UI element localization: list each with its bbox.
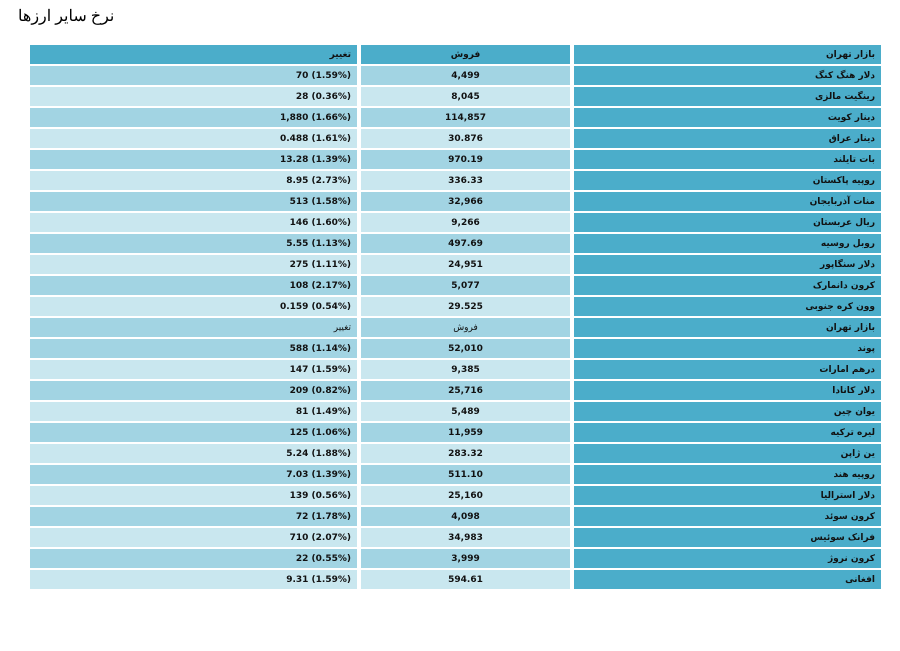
sell-price-value: 511.10 <box>448 469 483 480</box>
currency-name: بات تایلند <box>574 150 881 169</box>
table-row <box>30 444 881 463</box>
table-row <box>30 276 881 295</box>
currency-name: وون کره جنوبی <box>574 297 881 316</box>
table-row <box>30 297 881 316</box>
price-change-value: 108 (2.17%) <box>289 280 351 291</box>
sell-price <box>357 255 574 274</box>
currency-name: دلار هنگ کنگ <box>574 66 881 85</box>
subheader-market: بازار تهران <box>574 318 881 337</box>
price-change <box>30 87 357 106</box>
price-change <box>30 108 357 127</box>
table-row <box>30 108 881 127</box>
sell-price-value: 11,959 <box>448 427 483 438</box>
table-row <box>30 213 881 232</box>
sell-price <box>357 234 574 253</box>
sell-price-value: 9,266 <box>451 217 480 228</box>
price-change <box>30 276 357 295</box>
currency-name: فرانک سوئیس <box>574 528 881 547</box>
price-change-value: 588 (1.14%) <box>289 343 351 354</box>
sell-price <box>357 381 574 400</box>
price-change-value: 146 (1.60%) <box>289 217 351 228</box>
currency-name: دلار سنگاپور <box>574 255 881 274</box>
sell-price-value: 25,160 <box>448 490 483 501</box>
sell-price-value: 52,010 <box>448 343 483 354</box>
header-change: تغییر <box>30 45 357 64</box>
price-change <box>30 192 357 211</box>
sell-price <box>357 423 574 442</box>
header-market: بازار تهران <box>574 45 881 64</box>
table-row <box>30 87 881 106</box>
sell-price <box>357 465 574 484</box>
table-row <box>30 465 881 484</box>
sell-price <box>357 192 574 211</box>
price-change <box>30 423 357 442</box>
rates-table <box>30 43 881 591</box>
currency-name: منات آذربایجان <box>574 192 881 211</box>
table-row <box>30 381 881 400</box>
sell-price-value: 283.32 <box>448 448 483 459</box>
sell-price-value: 114,857 <box>445 112 486 123</box>
price-change <box>30 129 357 148</box>
sell-price <box>357 297 574 316</box>
sell-price <box>357 444 574 463</box>
sell-price-value: 4,098 <box>451 511 480 522</box>
price-change <box>30 360 357 379</box>
sell-price-value: 8,045 <box>451 91 480 102</box>
currency-name: ریال عربستان <box>574 213 881 232</box>
table-subheader-row <box>30 318 881 337</box>
sell-price <box>357 171 574 190</box>
price-change <box>30 486 357 505</box>
price-change-value: 22 (0.55%) <box>295 553 351 564</box>
price-change-value: 70 (1.59%) <box>295 70 351 81</box>
price-change <box>30 570 357 589</box>
sell-price <box>357 87 574 106</box>
price-change <box>30 297 357 316</box>
table-row <box>30 549 881 568</box>
sell-price <box>357 486 574 505</box>
table-row <box>30 486 881 505</box>
currency-name: ین ژاپن <box>574 444 881 463</box>
price-change <box>30 402 357 421</box>
currency-name: افغانی <box>574 570 881 589</box>
currency-name: رینگیت مالزی <box>574 87 881 106</box>
price-change-value: 139 (0.56%) <box>289 490 351 501</box>
currency-name: کرون سوئد <box>574 507 881 526</box>
sell-price-value: 5,489 <box>451 406 480 417</box>
table-row <box>30 360 881 379</box>
sell-price-value: 5,077 <box>451 280 480 291</box>
sell-price <box>357 528 574 547</box>
price-change <box>30 171 357 190</box>
table-header-row <box>30 45 881 64</box>
price-change <box>30 255 357 274</box>
sell-price <box>357 339 574 358</box>
currency-name: دلار کانادا <box>574 381 881 400</box>
sell-price-value: 25,716 <box>448 385 483 396</box>
sell-price <box>357 213 574 232</box>
currency-name: دینار عراق <box>574 129 881 148</box>
price-change <box>30 381 357 400</box>
price-change <box>30 213 357 232</box>
price-change-value: 125 (1.06%) <box>289 427 351 438</box>
price-change <box>30 549 357 568</box>
currency-name: روبل روسیه <box>574 234 881 253</box>
price-change <box>30 66 357 85</box>
price-change-value: 0.488 (1.61%) <box>279 133 351 144</box>
table-row <box>30 234 881 253</box>
currency-name: یوان چین <box>574 402 881 421</box>
price-change-value: 7.03 (1.39%) <box>286 469 351 480</box>
currency-name: کرون نروژ <box>574 549 881 568</box>
sell-price-value: 4,499 <box>451 70 480 81</box>
currency-name: روپیه هند <box>574 465 881 484</box>
price-change-value: 13.28 (1.39%) <box>279 154 351 165</box>
price-change-value: 5.55 (1.13%) <box>286 238 351 249</box>
price-change-value: 8.95 (2.73%) <box>286 175 351 186</box>
sell-price-value: 34,983 <box>448 532 483 543</box>
price-change-value: 72 (1.78%) <box>295 511 351 522</box>
subheader-sell: فروش <box>357 318 574 337</box>
price-change-value: 209 (0.82%) <box>289 385 351 396</box>
price-change-value: 513 (1.58%) <box>289 196 351 207</box>
sell-price-value: 29.525 <box>448 301 483 312</box>
price-change <box>30 234 357 253</box>
currency-name: لیره ترکیه <box>574 423 881 442</box>
table-row <box>30 507 881 526</box>
table-row <box>30 171 881 190</box>
table-row <box>30 192 881 211</box>
table-row <box>30 255 881 274</box>
price-change-value: 9.31 (1.59%) <box>286 574 351 585</box>
table-row <box>30 402 881 421</box>
price-change <box>30 444 357 463</box>
sell-price-value: 9,385 <box>451 364 480 375</box>
sell-price-value: 32,966 <box>448 196 483 207</box>
sell-price <box>357 66 574 85</box>
currency-name: روپیه پاکستان <box>574 171 881 190</box>
table-row <box>30 66 881 85</box>
price-change <box>30 339 357 358</box>
sell-price-value: 24,951 <box>448 259 483 270</box>
sell-price-value: 30.876 <box>448 133 483 144</box>
price-change-value: 710 (2.07%) <box>289 532 351 543</box>
header-sell: فروش <box>357 45 574 64</box>
sell-price <box>357 507 574 526</box>
sell-price <box>357 150 574 169</box>
sell-price <box>357 276 574 295</box>
table-row <box>30 129 881 148</box>
sell-price-value: 3,999 <box>451 553 480 564</box>
sell-price-value: 594.61 <box>448 574 483 585</box>
sell-price-value: 336.33 <box>448 175 483 186</box>
page-title: نرخ سایر ارزها <box>18 8 115 25</box>
sell-price <box>357 549 574 568</box>
price-change-value: 0.159 (0.54%) <box>279 301 351 312</box>
price-change <box>30 150 357 169</box>
table-row <box>30 339 881 358</box>
table-row <box>30 150 881 169</box>
price-change-value: 5.24 (1.88%) <box>286 448 351 459</box>
price-change <box>30 528 357 547</box>
table-row <box>30 423 881 442</box>
price-change-value: 275 (1.11%) <box>289 259 351 270</box>
table-row <box>30 570 881 589</box>
currency-name: دینار کویت <box>574 108 881 127</box>
sell-price-value: 497.69 <box>448 238 483 249</box>
subheader-change: تغییر <box>30 318 357 337</box>
currency-name: دلار استرالیا <box>574 486 881 505</box>
price-change-value: 147 (1.59%) <box>289 364 351 375</box>
sell-price <box>357 570 574 589</box>
price-change-value: 1,880 (1.66%) <box>279 112 351 123</box>
price-change-value: 28 (0.36%) <box>295 91 351 102</box>
price-change <box>30 507 357 526</box>
currency-name: پوند <box>574 339 881 358</box>
table-row <box>30 528 881 547</box>
sell-price <box>357 360 574 379</box>
price-change <box>30 465 357 484</box>
price-change-value: 81 (1.49%) <box>295 406 351 417</box>
currency-name: درهم امارات <box>574 360 881 379</box>
sell-price <box>357 108 574 127</box>
sell-price <box>357 129 574 148</box>
sell-price <box>357 402 574 421</box>
sell-price-value: 970.19 <box>448 154 483 165</box>
currency-name: کرون دانمارک <box>574 276 881 295</box>
